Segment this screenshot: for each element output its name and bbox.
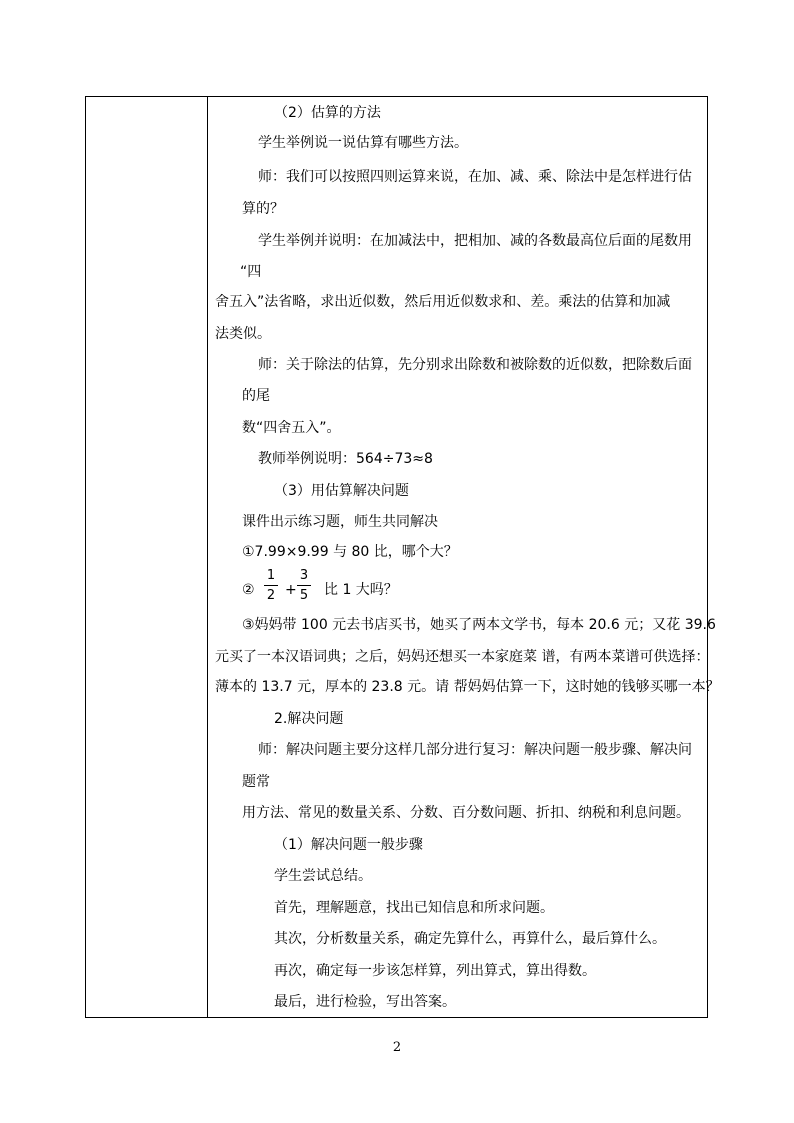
fraction-2-denominator: 5	[299, 588, 309, 603]
step-third: 再次，确定每一步该怎样算，列出算式，算出得数。	[274, 963, 596, 979]
exercise-2-marker: ②	[242, 582, 255, 598]
paragraph-line: 课件出示练习题，师生共同解决	[242, 514, 438, 530]
paragraph-line: 学生尝试总结。	[274, 868, 372, 884]
paragraph-line: 舍五入”法省略，求出近似数，然后用近似数求和、差。乘法的估算和加减	[215, 294, 671, 310]
fraction-2-bar	[297, 585, 311, 586]
step-second: 其次，分析数量关系，确定先算什么，再算什么，最后算什么。	[274, 931, 666, 947]
plus-sign: +	[285, 582, 297, 598]
paragraph-line: 数“四舍五入”。	[242, 420, 341, 436]
column-divider	[207, 97, 208, 1017]
paragraph-line: 学生举例说一说估算有哪些方法。	[258, 135, 468, 151]
paragraph-line: 的尾	[242, 388, 270, 404]
example-line: 教师举例说明：564÷73≈8	[258, 451, 433, 467]
paragraph-line: 算的？	[242, 201, 284, 217]
fraction-2-numerator: 3	[299, 568, 309, 583]
paragraph-line: “四	[240, 264, 262, 280]
exercise-2-suffix: 比 1 大吗？	[324, 582, 398, 598]
paragraph-line: 师：关于除法的估算，先分别求出除数和被除数的近似数，把除数后面	[258, 357, 692, 373]
fraction-1-bar	[264, 585, 278, 586]
paragraph-line: 学生举例并说明：在加减法中，把相加、减的各数最高位后面的尾数用	[258, 233, 692, 249]
paragraph-line: 用方法、常见的数量关系、分数、百分数问题、折扣、纳税和利息问题。	[242, 805, 690, 821]
exercise-3-line: 薄本的 13.7 元，厚本的 23.8 元。请 帮妈妈估算一下，这时她的钱够买哪一本？	[215, 679, 720, 695]
heading-problem-solving: 2.解决问题	[274, 711, 344, 727]
fraction-1-numerator: 1	[266, 568, 276, 583]
heading-solve-with-estimation: （3）用估算解决问题	[274, 483, 409, 499]
page-number: 2	[392, 1040, 402, 1055]
fraction-1-denominator: 2	[266, 588, 276, 603]
exercise-3-line: ③妈妈带 100 元去书店买书，她买了两本文学书，每本 20.6 元；又花 39.6	[242, 617, 716, 633]
paragraph-line: 师：解决问题主要分这样几部分进行复习：解决问题一般步骤、解决问	[258, 742, 692, 758]
heading-estimation-methods: （2）估算的方法	[274, 105, 381, 121]
step-first: 首先，理解题意，找出已知信息和所求问题。	[274, 900, 554, 916]
paragraph-line: 师：我们可以按照四则运算来说，在加、减、乘、除法中是怎样进行估	[258, 169, 692, 185]
heading-general-steps: （1）解决问题一般步骤	[274, 837, 423, 853]
exercise-3-line: 元买了一本汉语词典；之后，妈妈还想买一本家庭菜 谱，有两本菜谱可供选择：	[215, 649, 710, 665]
paragraph-line: 法类似。	[215, 326, 271, 342]
step-last: 最后，进行检验，写出答案。	[274, 994, 456, 1010]
paragraph-line: 题常	[242, 774, 270, 790]
exercise-1: ①7.99×9.99 与 80 比，哪个大？	[242, 544, 458, 560]
